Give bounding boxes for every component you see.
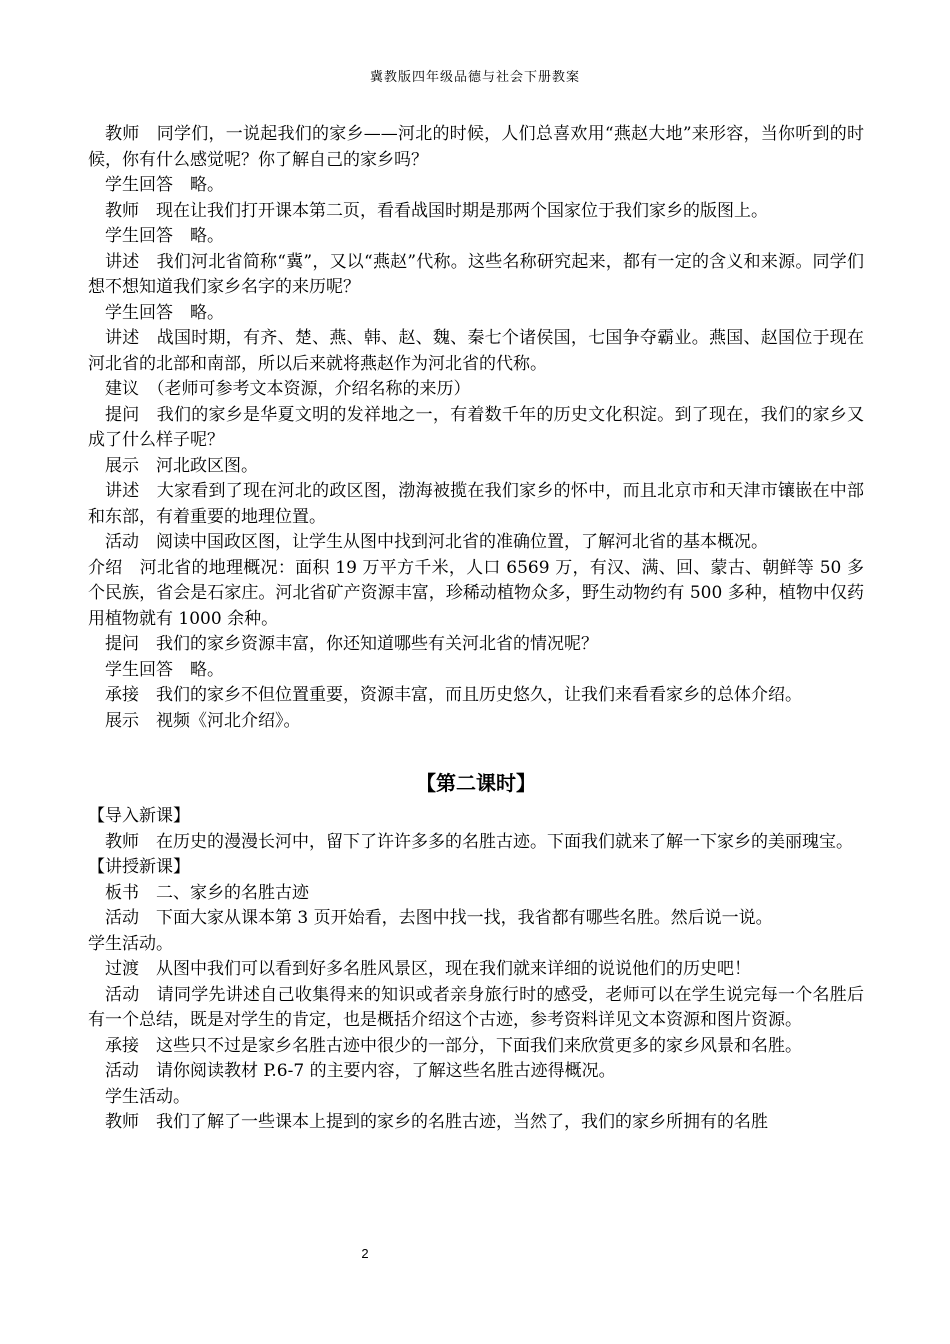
paragraph: 承接 我们的家乡不但位置重要，资源丰富，而且历史悠久，让我们来看看家乡的总体介绍。 [105, 685, 802, 705]
paragraph: 讲述 大家看到了现在河北的政区图，渤海被揽在我们家乡的怀中，而且北京市和天津市镶嵌在中部和东部，有着重要的地理位置。 [88, 481, 864, 527]
paragraph: 学生回答 略。 [105, 226, 224, 246]
lesson-teaching [88, 881, 864, 1136]
paragraph: 教师 我们了解了一些课本上提到的家乡的名胜古迹，当然了，我们的家乡所拥有的名胜 [105, 1112, 768, 1132]
paragraph: 学生回答 略。 [105, 175, 224, 195]
paragraph: 承接 这些只不过是家乡名胜古迹中很少的一部分，下面我们来欣赏更多的家乡风景和名胜。 [105, 1035, 802, 1056]
paragraph: 教师 现在让我们打开课本第二页，看看战国时期是那两个国家位于我们家乡的版图上。 [105, 200, 768, 221]
paragraph: 学生回答 略。 [105, 659, 224, 680]
document-body [88, 122, 864, 1136]
subheading-intro: 【导入新课】 [88, 806, 190, 826]
paragraph: 教师 同学们，一说起我们的家乡——河北的时候，人们总喜欢用“燕赵大地”来形容，当你听到的时候，你有什么感觉呢？你了解自己的家乡吗？ [88, 124, 864, 170]
paragraph: 活动 下面大家从课本第 3 页开始看，去图中找一找，我省都有哪些名胜。然后说一说。 [105, 908, 773, 928]
paragraph: 提问 我们的家乡是华夏文明的发祥地之一，有着数千年的历史文化积淀。到了现在，我们的家乡又成了什么样子呢？ [88, 404, 864, 450]
page-header: 冀教版四年级品德与社会下册教案 [369, 70, 580, 85]
section-title: 【第二课时】 [416, 771, 536, 795]
paragraph: 学生活动。 [105, 1086, 190, 1107]
paragraph: 教师 在历史的漫漫长河中，留下了许许多多的名胜古迹。下面我们就来了解一下家乡的美丽瑰宝。 [105, 831, 853, 852]
paragraph: 展示 视频《河北介绍》。 [105, 710, 301, 731]
paragraph: 介绍 河北省的地理概况：面积 19 万平方千米，人口 6569 万，有汉、满、回、蒙古、朝鲜等 50 多个民族，省会是石家庄。河北省矿产资源丰富，珍稀动植物众多，野生动物约有 500 多种，植物中仅药用植物就有 1000 余种。 [88, 557, 864, 629]
paragraph: 活动 阅读中国政区图，让学生从图中找到河北省的准确位置，了解河北省的基本概况。 [105, 532, 768, 552]
paragraph: 建议 （老师可参考文本资源，介绍名称的来历） [105, 379, 471, 399]
lesson-intro [88, 830, 864, 856]
paragraph: 学生活动。 [88, 933, 173, 954]
paragraph: 活动 请你阅读教材 P.6-7 的主要内容，了解这些名胜古迹得概况。 [105, 1061, 616, 1081]
page-number: 2 [361, 1246, 369, 1261]
spacer [88, 734, 864, 760]
paragraph: 讲述 战国时期，有齐、楚、燕、韩、赵、魏、秦七个诸侯国，七国争夺霸业。燕国、赵国位于现在河北省的北部和南部，所以后来就将燕赵作为河北省的代称。 [88, 328, 864, 374]
paragraph: 讲述 我们河北省简称“冀”，又以“燕赵”代称。这些名称研究起来，都有一定的含义和来源。同学们想不想知道我们家乡名字的来历呢？ [88, 251, 864, 297]
paragraph: 过渡 从图中我们可以看到好多名胜风景区，现在我们就来详细的说说他们的历史吧！ [105, 959, 751, 979]
subheading-teaching: 【讲授新课】 [88, 857, 190, 877]
lesson-part-one [88, 122, 864, 734]
paragraph: 板书 二、家乡的名胜古迹 [105, 882, 309, 903]
paragraph: 学生回答 略。 [105, 302, 224, 323]
paragraph: 展示 河北政区图。 [105, 455, 258, 476]
paragraph: 提问 我们的家乡资源丰富，你还知道哪些有关河北省的情况呢？ [105, 634, 598, 654]
paragraph: 活动 请同学先讲述自己收集得来的知识或者亲身旅行时的感受，老师可以在学生说完每一个名胜后有一个总结，既是对学生的肯定，也是概括介绍这个古迹，参考资料详见文本资源和图片资源。 [88, 984, 864, 1030]
